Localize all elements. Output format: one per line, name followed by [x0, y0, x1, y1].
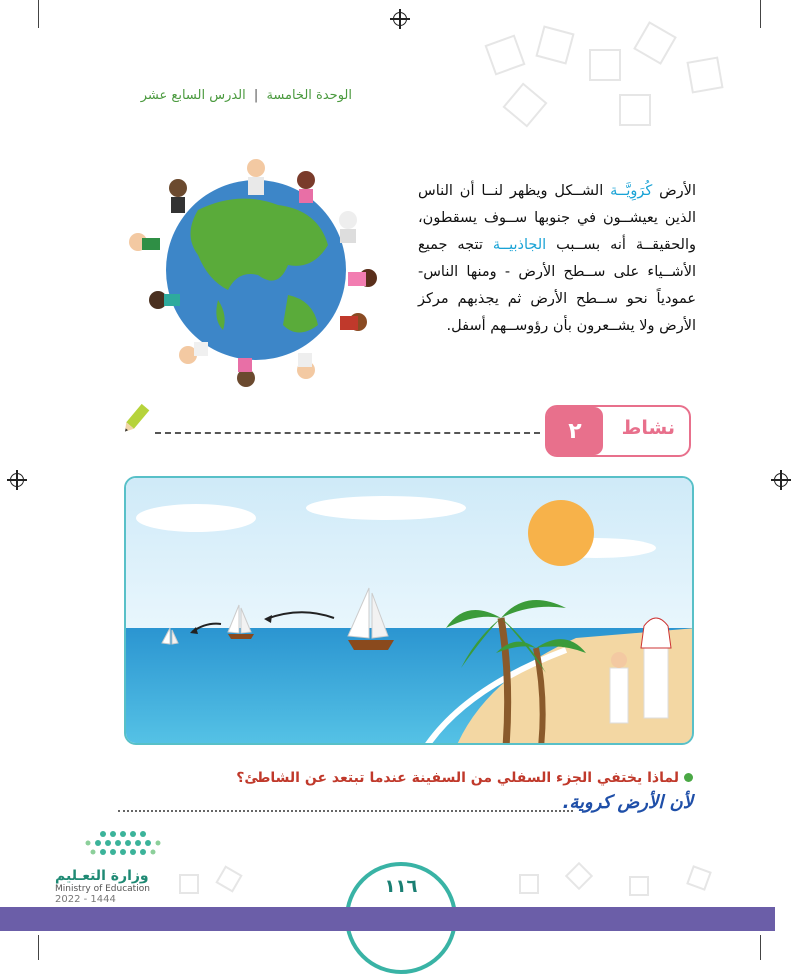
page-number: ١١٦: [384, 876, 418, 897]
question-label: لماذا يختفي الجزء السفلي من السفينة عندما تبتعد عن الشاطئ؟: [236, 770, 679, 786]
crop-mark: [38, 935, 39, 960]
edition-year: 2022 - 1444: [55, 894, 116, 905]
lesson-title: الدرس السابع عشر: [140, 88, 246, 103]
activity-number: ٢: [547, 407, 603, 455]
activity-badge: [545, 405, 691, 457]
activity-label: نشاط: [621, 417, 675, 439]
ministry-logo: [55, 828, 175, 905]
registration-mark-left: [10, 473, 24, 487]
term-spherical: كُرَوِيَّــة: [610, 183, 653, 199]
globe-illustration: [128, 150, 388, 400]
ministry-logo-dots-icon: [55, 828, 165, 862]
paragraph-text: الأرض: [652, 183, 696, 199]
registration-mark-top: [393, 12, 407, 26]
activity-divider: [155, 432, 540, 434]
bullet-icon: [684, 773, 693, 782]
crop-mark: [38, 0, 39, 28]
lesson-paragraph: [418, 178, 696, 340]
footer-bar: [0, 907, 775, 931]
answer-dotted-line: [118, 810, 573, 812]
header-separator: |: [253, 88, 259, 103]
scene-drawing: [126, 478, 694, 745]
question-text: [168, 770, 693, 786]
unit-title: الوحدة الخامسة: [266, 88, 352, 103]
handwritten-answer: لأن الأرض كروية.: [562, 792, 693, 813]
lesson-header: [112, 88, 352, 103]
decorative-pattern-bottom: [170, 855, 770, 905]
paragraph-text: الشــكل ويظهر لنــا أن الناس الذين يعيشــون في جنوبها ســوف يسقطون، والحقيقــة أنه بســبب: [418, 183, 697, 253]
ministry-name-ar: وزارة التعـليم: [55, 868, 149, 884]
term-gravity: الجاذبيــة: [492, 237, 547, 253]
paragraph-text: تتجه جميع الأشــياء على ســطح الأرض - ومنها الناس- عمودياً نحو ســطح الأرض ثم يجذبهم مركز الأرض ولا يشــعرون بأن رؤوســهم أسفل.: [418, 237, 696, 334]
crop-mark: [760, 935, 761, 960]
registration-mark-right: [774, 473, 788, 487]
answer-line: [118, 792, 693, 820]
decorative-pattern: [470, 20, 770, 140]
pencil-icon: [118, 402, 154, 438]
ministry-name-en: Ministry of Education: [55, 884, 150, 894]
beach-scene-illustration: [124, 476, 694, 745]
sun-icon: [528, 500, 594, 566]
